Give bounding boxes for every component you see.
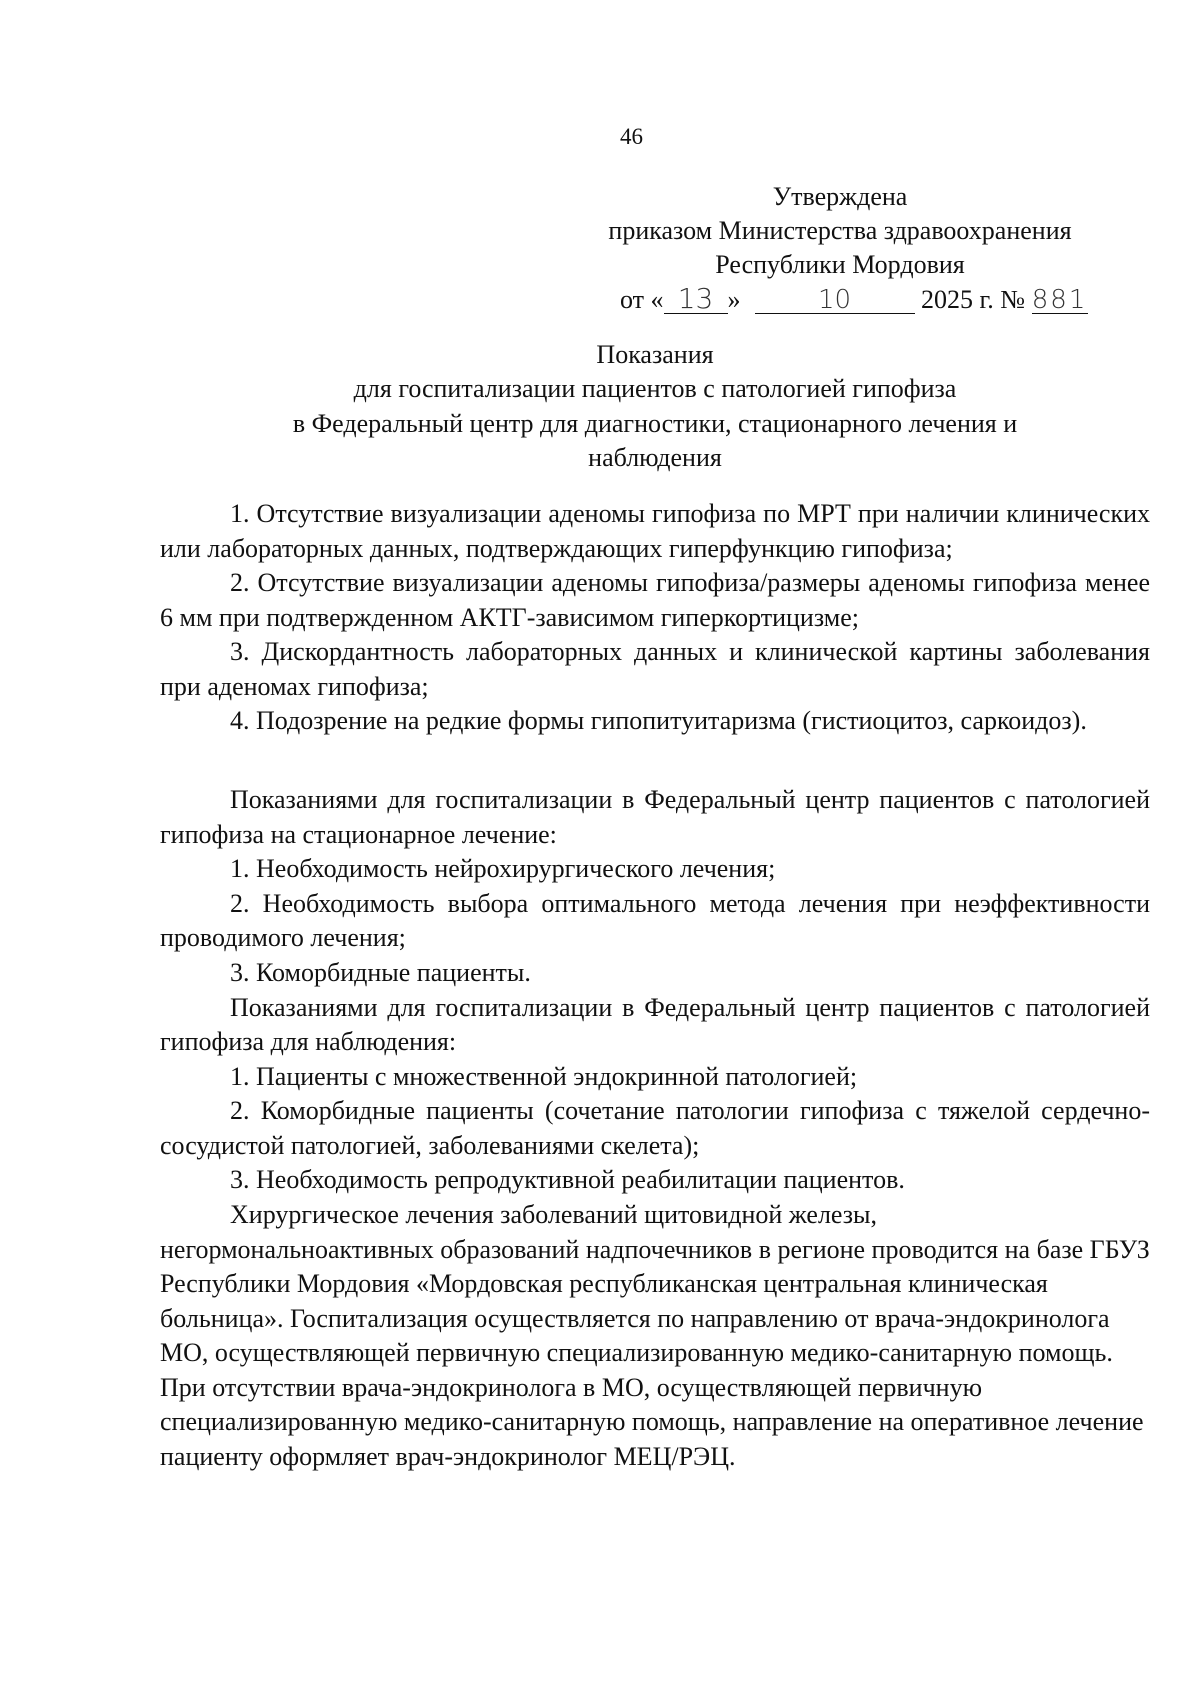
inpatient-item: 1. Необходимость нейрохирургического лечения;: [230, 854, 776, 884]
approval-stamp-block: [560, 180, 1120, 317]
approval-line-1: Утверждена: [772, 182, 908, 211]
approval-line-2: приказом Министерства здравоохранения: [608, 215, 1072, 245]
inpatient-intro: Показаниями для госпитализации в Федеральный центр пациентов с патологией гипофиза на стационарное лечение:: [160, 785, 1150, 849]
observation-item: 1. Пациенты с множественной эндокринной патологией;: [230, 1061, 858, 1091]
date-year: 2025 г. №: [921, 285, 1026, 315]
page-number: 46: [620, 124, 643, 149]
approval-line-3: Республики Мордовия: [715, 249, 965, 279]
diagnostics-item: 1. Отсутствие визуализации аденомы гипофиза по МРТ при наличии клинических или лабораторных данных, подтверждающих гиперфункцию гипофиза;: [160, 499, 1150, 563]
inpatient-item: 3. Коморбидные пациенты.: [230, 957, 531, 987]
document-body: [160, 497, 1150, 1475]
diagnostics-item: 2. Отсутствие визуализации аденомы гипофиза/размеры аденомы гипофиза менее 6 мм при подтвержденном АКТГ-зависимом гиперкортицизме;: [160, 568, 1150, 632]
handwritten-month: 10: [755, 287, 915, 314]
handwritten-day: 13: [664, 285, 728, 314]
surgery-paragraph: Хирургическое лечения заболеваний щитовидной железы, негормональноактивных образований надпочечников в регионе проводится на базе ГБУЗ Республики Мордовия «Мордовская республиканская центральная клиническая больница». Госпитализация осуществляется по направлению от врача-эндокринолога МО, осуществляющей первичную специализированную медико-санитарную помощь. При отсутствии врача-эндокринолога в МО, осуществляющей первичную специализированную медико-санитарную помощь, направление на оперативное лечение пациенту оформляет врач-эндокринолог МЕЦ/РЭЦ.: [160, 1199, 1150, 1472]
diagnostics-item: 3. Дискордантность лабораторных данных и клинической картины заболевания при аденомах гипофиза;: [160, 637, 1150, 701]
observation-item: 3. Необходимость репродуктивной реабилитации пациентов.: [230, 1165, 905, 1195]
approval-date-line: [560, 283, 1120, 317]
section-gap: [160, 739, 1150, 783]
observation-item: 2. Коморбидные пациенты (сочетание патологии гипофиза с тяжелой сердечно-сосудистой патологией, заболеваниями скелета);: [160, 1096, 1150, 1160]
title-line-4: наблюдения: [588, 442, 722, 472]
title-line-3: в Федеральный центр для диагностики, стационарного лечения и: [292, 408, 1018, 438]
title-line-2: для госпитализации пациентов с патологией гипофиза: [353, 374, 957, 404]
title-line-1: Показания: [596, 340, 714, 369]
observation-intro: Показаниями для госпитализации в Федеральный центр пациентов с патологией гипофиза для наблюдения:: [160, 992, 1150, 1057]
document-title: [160, 338, 1150, 475]
handwritten-order-number: 881: [1031, 285, 1088, 316]
date-prefix: от «: [620, 285, 664, 315]
date-mid: »: [727, 285, 741, 315]
diagnostics-item: 4. Подозрение на редкие формы гипопитуитаризма (гистиоцитоз, саркоидоз).: [230, 706, 1087, 736]
inpatient-item: 2. Необходимость выбора оптимального метода лечения при неэффективности проводимого лечения;: [160, 888, 1150, 953]
